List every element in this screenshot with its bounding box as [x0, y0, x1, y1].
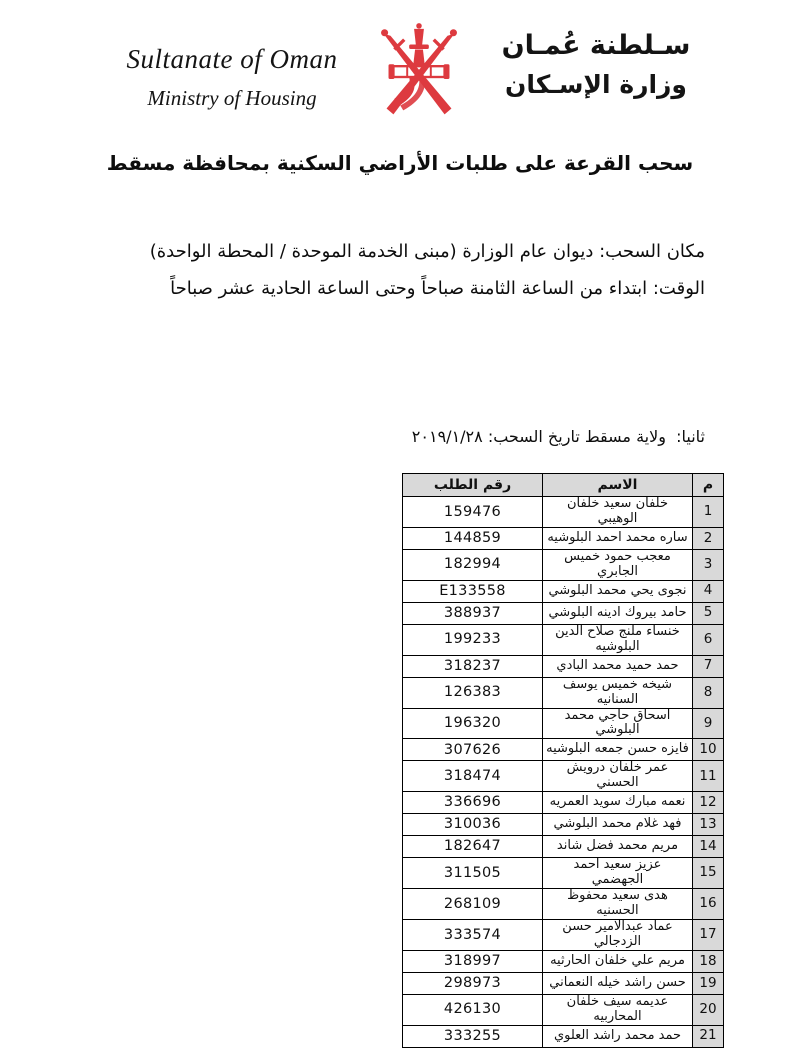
- request-number-cell: 307626: [403, 739, 543, 761]
- request-number-cell: 199233: [403, 624, 543, 655]
- serial-cell: 3: [693, 549, 724, 580]
- request-number-cell: 182994: [403, 549, 543, 580]
- ministry-name-english: [104, 44, 360, 111]
- serial-cell: 16: [693, 889, 724, 920]
- country-name-arabic: سـلطنة عُمـان: [501, 30, 691, 61]
- serial-cell: 13: [693, 814, 724, 836]
- name-cell: حسن راشد خيله النعماني: [543, 972, 693, 994]
- request-number-cell: 426130: [403, 994, 543, 1025]
- table-row: [403, 655, 724, 677]
- request-number-cell: 159476: [403, 497, 543, 528]
- table-row: [403, 792, 724, 814]
- name-cell: خنساء ملنج صلاح الدين البلوشيه: [543, 624, 693, 655]
- request-number-cell: 311505: [403, 858, 543, 889]
- request-number-cell: 310036: [403, 814, 543, 836]
- table-row: [403, 814, 724, 836]
- table-row: [403, 602, 724, 624]
- serial-cell: 20: [693, 994, 724, 1025]
- request-number-cell: 318997: [403, 950, 543, 972]
- draw-time-line: الوقت: ابتداء من الساعة الثامنة صباحاً وحتى الساعة الحادية عشر صباحاً: [170, 278, 705, 299]
- col-header-name: الاسم: [543, 474, 693, 497]
- request-number-cell: E133558: [403, 580, 543, 602]
- serial-cell: 12: [693, 792, 724, 814]
- col-header-serial: م: [693, 474, 724, 497]
- section-heading-wilaya-muscat: ثانيا: ولاية مسقط تاريخ السحب: ٢٠١٩/١/٢٨: [411, 427, 705, 446]
- serial-cell: 8: [693, 677, 724, 708]
- table-row: [403, 549, 724, 580]
- request-number-cell: 336696: [403, 792, 543, 814]
- col-header-request-number: رقم الطلب: [403, 474, 543, 497]
- serial-cell: 19: [693, 972, 724, 994]
- serial-cell: 17: [693, 920, 724, 951]
- name-cell: عماد عبدالامير حسن الزدجالي: [543, 920, 693, 951]
- request-number-cell: 268109: [403, 889, 543, 920]
- table-row: [403, 527, 724, 549]
- document-title: سحب القرعة على طلبات الأراضي السكنية بمحافظة مسقط: [106, 151, 694, 175]
- request-number-cell: 196320: [403, 708, 543, 739]
- serial-cell: 11: [693, 761, 724, 792]
- table-row: [403, 739, 724, 761]
- name-cell: فهد غلام محمد البلوشي: [543, 814, 693, 836]
- name-cell: خلفان سعيد خلفان الوهيبي: [543, 497, 693, 528]
- serial-cell: 7: [693, 655, 724, 677]
- name-cell: شيخه خميس يوسف السنانيه: [543, 677, 693, 708]
- draw-info: [88, 233, 705, 307]
- table-row: [403, 994, 724, 1025]
- table-row: [403, 920, 724, 951]
- name-cell: عمر خلفان درويش الحسني: [543, 761, 693, 792]
- name-cell: نجوى يحي محمد البلوشي: [543, 580, 693, 602]
- table-row: [403, 858, 724, 889]
- table-row: [403, 677, 724, 708]
- ministry-name-arabic: [478, 30, 714, 99]
- serial-cell: 4: [693, 580, 724, 602]
- serial-cell: 5: [693, 602, 724, 624]
- table-row: [403, 624, 724, 655]
- name-cell: حمد محمد راشد العلوي: [543, 1025, 693, 1047]
- name-cell: حمد حميد محمد البادي: [543, 655, 693, 677]
- table-row: [403, 1025, 724, 1047]
- request-number-cell: 126383: [403, 677, 543, 708]
- table-row: [403, 950, 724, 972]
- name-cell: فايزه حسن جمعه البلوشيه: [543, 739, 693, 761]
- request-number-cell: 333574: [403, 920, 543, 951]
- table-row: [403, 708, 724, 739]
- request-number-cell: 318474: [403, 761, 543, 792]
- serial-cell: 6: [693, 624, 724, 655]
- lottery-results-table: [402, 473, 724, 1048]
- serial-cell: 10: [693, 739, 724, 761]
- name-cell: اسحاق حاجي محمد البلوشي: [543, 708, 693, 739]
- serial-cell: 2: [693, 527, 724, 549]
- name-cell: هدى سعيد محفوظ الحسنيه: [543, 889, 693, 920]
- serial-cell: 15: [693, 858, 724, 889]
- name-cell: حامد بيروك ادينه البلوشي: [543, 602, 693, 624]
- serial-cell: 18: [693, 950, 724, 972]
- request-number-cell: 144859: [403, 527, 543, 549]
- serial-cell: 1: [693, 497, 724, 528]
- lottery-table-body: [403, 497, 724, 1048]
- request-number-cell: 318237: [403, 655, 543, 677]
- table-row: [403, 497, 724, 528]
- request-number-cell: 388937: [403, 602, 543, 624]
- serial-cell: 14: [693, 836, 724, 858]
- table-row: [403, 836, 724, 858]
- request-number-cell: 333255: [403, 1025, 543, 1047]
- country-name-english: Sultanate of Oman: [126, 44, 338, 74]
- name-cell: عديمه سيف خلفان المحاربيه: [543, 994, 693, 1025]
- serial-cell: 21: [693, 1025, 724, 1047]
- name-cell: مريم علي خلفان الحارثيه: [543, 950, 693, 972]
- table-header-row: [403, 474, 724, 497]
- name-cell: معجب حمود خميس الجابري: [543, 549, 693, 580]
- request-number-cell: 298973: [403, 972, 543, 994]
- table-row: [403, 972, 724, 994]
- draw-location-line: مكان السحب: ديوان عام الوزارة (مبنى الخدمة الموحدة / المحطة الواحدة): [149, 241, 705, 262]
- ministry-title-arabic: وزارة الإسـكان: [505, 70, 687, 99]
- table-row: [403, 580, 724, 602]
- serial-cell: 9: [693, 708, 724, 739]
- name-cell: ساره محمد احمد البلوشيه: [543, 527, 693, 549]
- oman-national-emblem-icon: [354, 18, 484, 136]
- table-row: [403, 889, 724, 920]
- request-number-cell: 182647: [403, 836, 543, 858]
- name-cell: نعمه مبارك سويد العمريه: [543, 792, 693, 814]
- name-cell: عزيز سعيد احمد الجهضمي: [543, 858, 693, 889]
- table-row: [403, 761, 724, 792]
- ministry-title-english: Ministry of Housing: [147, 86, 317, 110]
- name-cell: مريم محمد فضل شاند: [543, 836, 693, 858]
